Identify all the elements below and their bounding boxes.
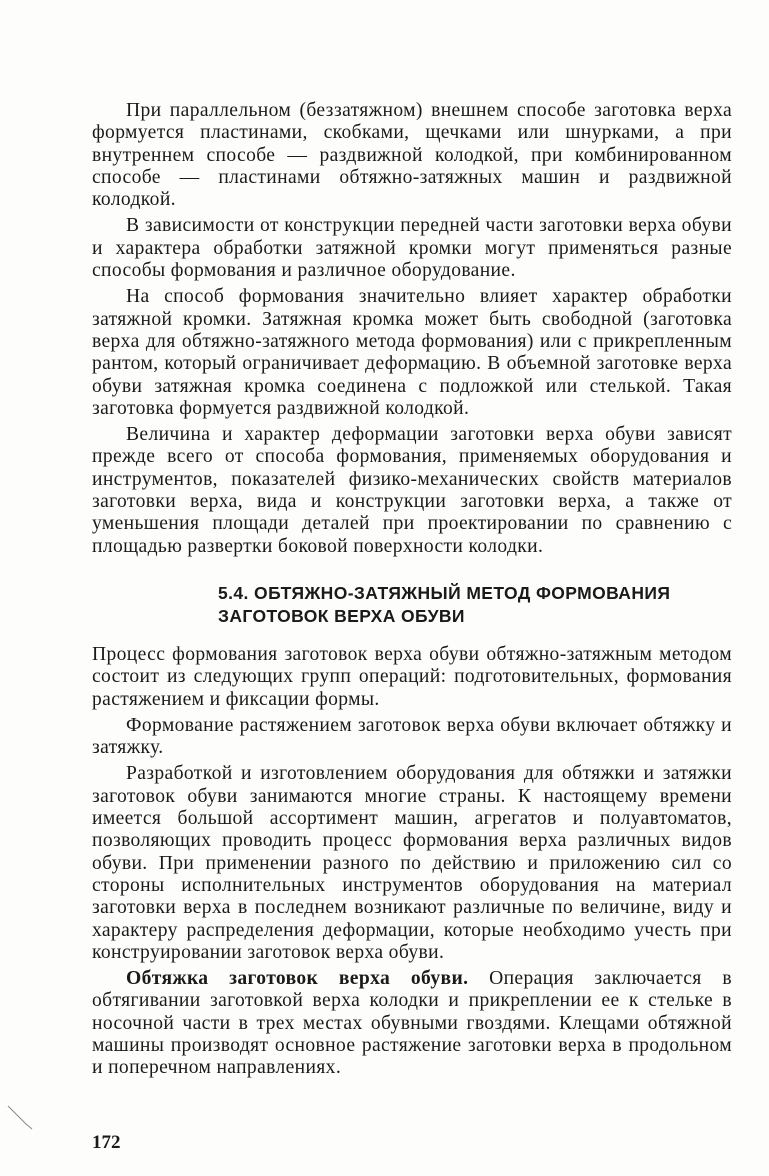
section-heading-line-1: 5.4. ОБТЯЖНО-ЗАТЯЖНЫЙ МЕТОД ФОРМОВАНИЯ [218, 582, 671, 603]
paragraph-4: Величина и характер деформации заготовки верха обуви зависят прежде всего от способа формования, применяемых оборудования и инструментов, показателей физико-механических свойств материалов заготовки верха, вида и конструкции заготовки верха, а также от уменьшения площади деталей при проектировании по сравнению с площадью развертки боковой поверхности колодки. [92, 424, 732, 557]
body-text [92, 100, 732, 1080]
paragraph-2: В зависимости от конструкции передней части заготовки верха обуви и характера обработки затяжной кромки могут применяться разные способы формования и различное оборудование. [92, 215, 732, 282]
paragraph-3: На способ формования значительно влияет характер обработки затяжной кромки. Затяжная кромка может быть свободной (заготовка верха для обтяжно-затяжного метода формования) или с прикрепленным рантом, который ограничивает деформацию. В объемной заготовке верха обуви затяжная кромка соединена с подложкой или стелькой. Такая заготовка формуется раздвижной колодкой. [92, 286, 732, 419]
section-heading-line-2: ЗАГОТОВОК ВЕРХА ОБУВИ [218, 605, 465, 626]
margin-scratch-mark [6, 1102, 36, 1132]
paragraph-7: Разработкой и изготовлением оборудования для обтяжки и затяжки заготовок обуви занимаются многие страны. К настоящему времени имеется большой ассортимент машин, агрегатов и полуавтоматов, позволяющих проводить процесс формования верха различных видов обуви. При применении разного по действию и приложению сил со стороны исполнительных инструментов оборудования на материал заготовки верха в последнем возникают различные по величине, виду и характеру распределения деформации, которые необходимо учесть при конструировании заготовок верха обуви. [92, 763, 732, 963]
paragraph-5: Процесс формования заготовок верха обуви обтяжно-затяжным методом состоит из следующих групп операций: подготовительных, формования растяжением и фиксации формы. [92, 643, 732, 710]
paragraph-8 [92, 968, 732, 1079]
paragraph-8-lead: Обтяжка заготовок верха обуви. [126, 968, 469, 990]
paragraph-6: Формование растяжением заготовок верха обуви включает обтяжку и затяжку. [92, 714, 732, 759]
page-number: 172 [92, 1132, 121, 1153]
section-heading [218, 582, 732, 628]
paragraph-8-text: Операция заключается в обтягивании заготовкой верха колодки и прикреплении ее к стельке в носочной части в трех местах обувными гвоздями. Клещами обтяжной машины производят основное растяжение заготовки верха в продольном и поперечном направлениях. [92, 968, 732, 1079]
paragraph-1: При параллельном (беззатяжном) внешнем способе заготовка верха формуется пластинами, скобками, щечками или шнурками, а при внутреннем способе — раздвижной колодкой, при комбинированном способе — пластинами обтяжно-затяжных машин и раздвижной колодкой. [92, 100, 732, 211]
